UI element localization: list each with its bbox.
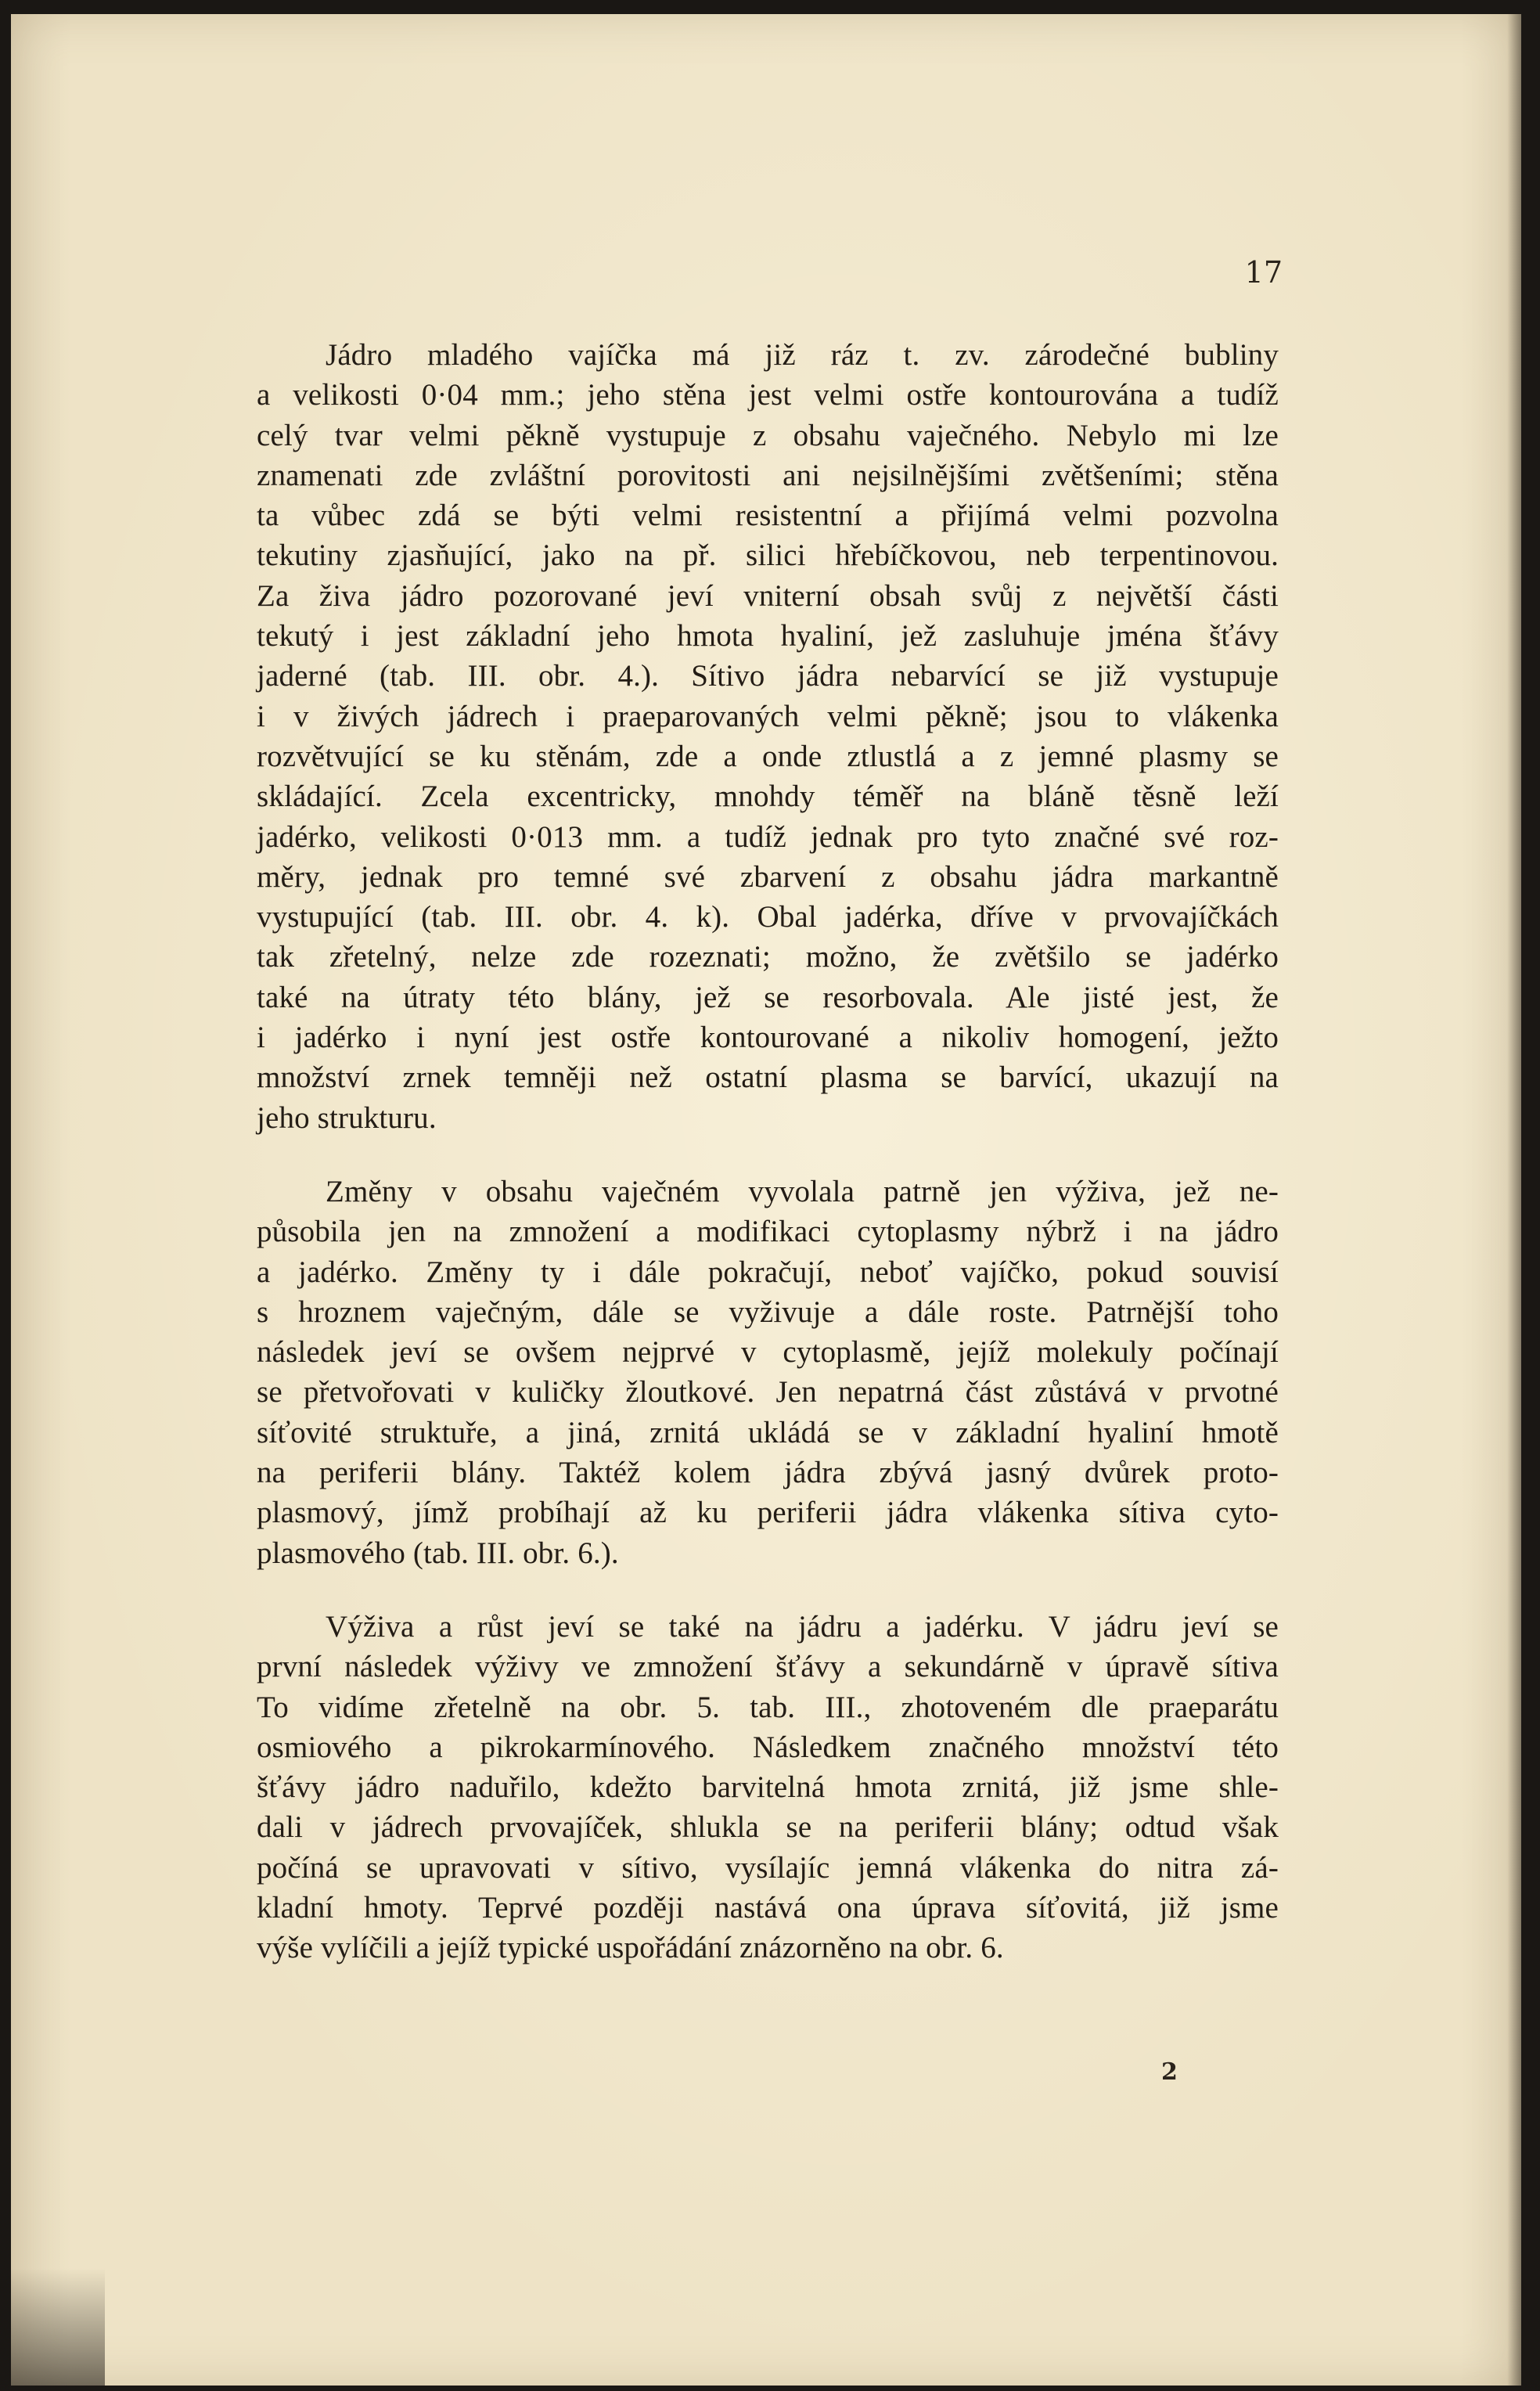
text-line: i v živých jádrech i praeparovaných velmi pěkně; jsou to vlákenka [257, 699, 1279, 733]
text-line: síťovité struktuře, a jiná, zrnitá ukládá se v základní hyaliní hmotě [257, 1415, 1279, 1449]
text-line: Změny v obsahu vaječném vyvolala patrně jen výživa, jež ne- [326, 1174, 1279, 1208]
text-line: následek jeví se ovšem nejprvé v cytoplasmě, jejíž molekuly počínají [257, 1335, 1279, 1370]
page-corner-shadow [11, 2268, 105, 2386]
text-line: tak zřetelný, nelze zde rozeznati; možno, že zvětšilo se jadérko [257, 940, 1279, 974]
text-line: rozvětvující se ku stěnám, zde a onde ztlustlá a z jemné plasmy se [257, 739, 1279, 773]
text-line: znamenati zde zvláštní porovitosti ani nejsilnějšími zvětšeními; stěna [257, 458, 1279, 492]
text-line: plasmový, jímž probíhají až ku periferii jádra vlákenka sítiva cyto- [257, 1496, 1279, 1530]
text-line: tekutiny zjasňující, jako na př. silici hřebíčkovou, neb terpentinovou. [257, 538, 1279, 573]
text-line: kladní hmoty. Teprvé později nastává ona úprava síťovitá, již jsme [257, 1890, 1279, 1925]
text-line: skládající. Zcela excentricky, mnohdy téměř na bláně těsně leží [257, 780, 1279, 814]
text-line: se přetvořovati v kuličky žloutkové. Jen nepatrná část zůstává v prvotné [257, 1375, 1279, 1410]
text-line: Za živa jádro pozorované jeví vniterní obsah svůj z největší části [257, 578, 1279, 613]
paragraph-2 [257, 1172, 1279, 1573]
text-line: jadérko, velikosti 0·013 mm. a tudíž jednak pro tyto značné své roz- [257, 819, 1279, 854]
text-line: ta vůbec zdá se býti velmi resistentní a přijímá velmi pozvolna [257, 499, 1279, 533]
text-line: To vidíme zřetelně na obr. 5. tab. III., zhotoveném dle praeparátu [257, 1690, 1279, 1724]
text-line: a jadérko. Změny ty i dále pokračují, neboť vajíčko, pokud souvisí [257, 1255, 1279, 1289]
text-line: množství zrnek temněji než ostatní plasma se barvící, ukazují na [257, 1060, 1279, 1095]
signature-mark: 2 [1161, 2058, 1178, 2086]
text-line: první následek výživy ve zmnožení šťávy a sekundárně v úpravě sítiva [257, 1650, 1279, 1684]
paragraph-1 [257, 335, 1279, 1138]
body-text [257, 335, 1279, 2002]
text-line: osmiového a pikrokarmínového. Následkem značného množství této [257, 1730, 1279, 1764]
text-line: i jadérko i nyní jest ostře kontourované a nikoliv homogení, ježto [257, 1021, 1279, 1055]
text-line: jeho strukturu. [257, 1100, 437, 1135]
text-line: počíná se upravovati v sítivo, vysílajíc jemná vlákenka do nitra zá- [257, 1850, 1279, 1885]
text-line: tekutý i jest základní jeho hmota hyaliní, jež zasluhuje jména šťávy [257, 619, 1279, 654]
text-line: plasmového (tab. III. obr. 6.). [257, 1536, 619, 1570]
text-line: šťávy jádro naduřilo, kdežto barvitelná hmota zrnitá, již jsme shle- [257, 1770, 1279, 1805]
page-edge-shadow [1507, 14, 1521, 2386]
text-line: měry, jednak pro temné své zbarvení z obsahu jádra markantně [257, 859, 1279, 894]
text-line: působila jen na zmnožení a modifikaci cytoplasmy nýbrž i na jádro [257, 1215, 1279, 1249]
text-line: také na útraty této blány, jež se resorbovala. Ale jisté jest, že [257, 980, 1279, 1014]
book-page [11, 14, 1521, 2386]
text-line: dali v jádrech prvovajíček, shlukla se na periferii blány; odtud však [257, 1810, 1279, 1845]
text-line: výše vylíčili a jejíž typické uspořádání znázorněno na obr. 6. [257, 1931, 1004, 1965]
paragraph-3 [257, 1607, 1279, 1968]
text-line: vystupující (tab. III. obr. 4. k). Obal jadérka, dříve v prvovajíčkách [257, 900, 1279, 934]
text-line: Jádro mladého vajíčka má již ráz t. zv. zárodečné bubliny [326, 338, 1279, 372]
text-line: jaderné (tab. III. obr. 4.). Sítivo jádra nebarvící se již vystupuje [257, 659, 1279, 693]
text-line: na periferii blány. Taktéž kolem jádra zbývá jasný dvůrek proto- [257, 1456, 1279, 1490]
page-number: 17 [1244, 255, 1283, 290]
text-line: s hroznem vaječným, dále se vyživuje a dále roste. Patrnější toho [257, 1295, 1279, 1329]
text-line: celý tvar velmi pěkně vystupuje z obsahu vaječného. Nebylo mi lze [257, 418, 1279, 452]
text-line: Výživa a růst jeví se také na jádru a jadérku. V jádru jeví se [326, 1609, 1279, 1644]
text-line: a velikosti 0·04 mm.; jeho stěna jest velmi ostře kontourována a tudíž [257, 378, 1279, 412]
